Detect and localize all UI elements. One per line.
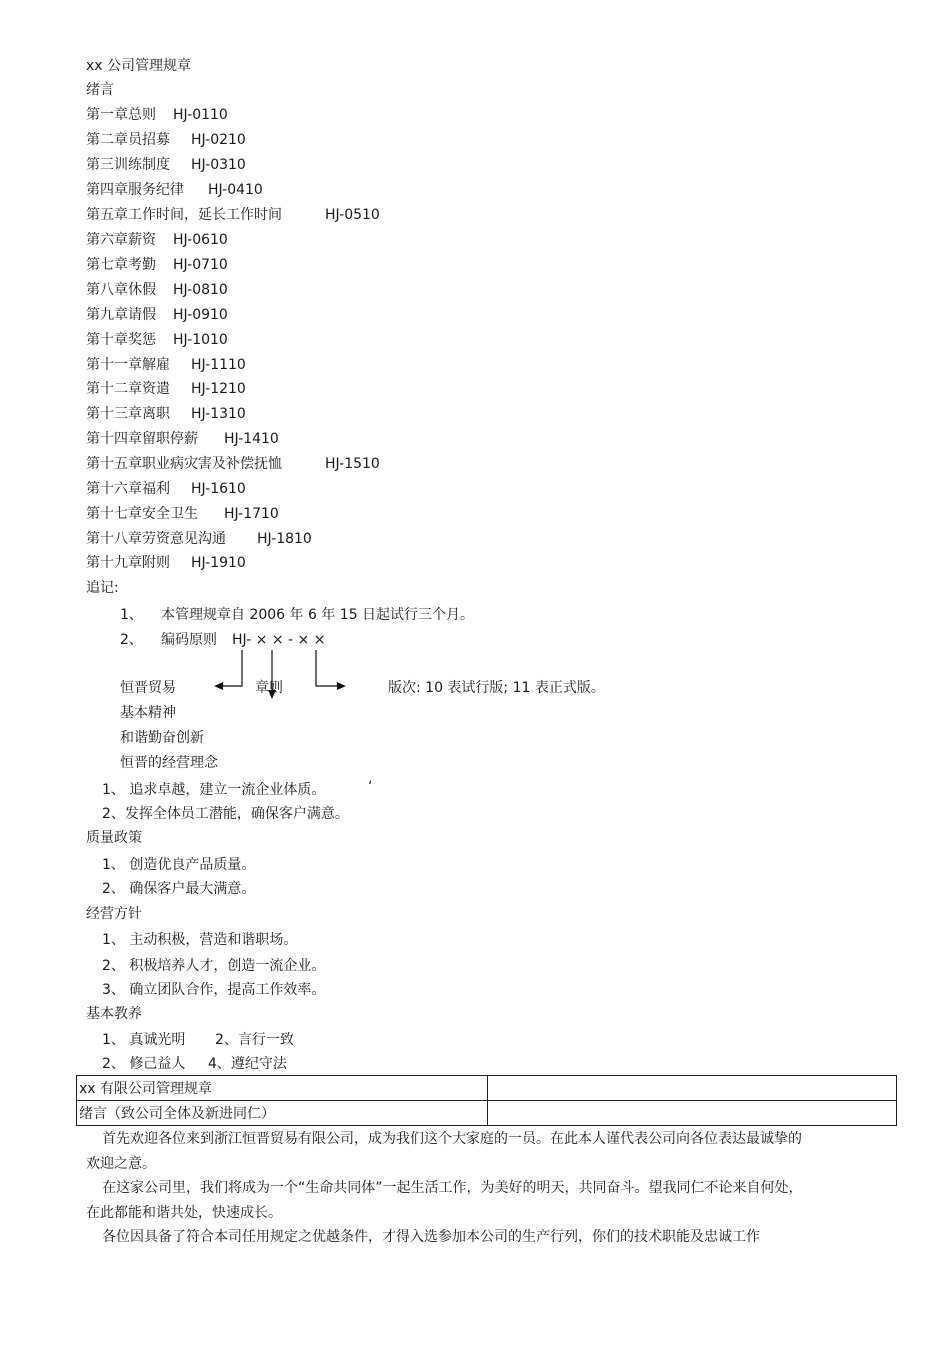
toc-chapter: 第十二章资遣 bbox=[86, 381, 170, 397]
toc-chapter: 第八章休假 bbox=[86, 282, 156, 298]
toc-code: HJ-1310 bbox=[191, 406, 246, 422]
toc-chapter: 第十八章劳资意见沟通 bbox=[86, 531, 226, 547]
toc-chapter: 第三训练制度 bbox=[86, 157, 170, 173]
arrow-to-version bbox=[316, 650, 338, 686]
legend-version: 版次: 10 表试行版; 11 表正式版。 bbox=[388, 680, 605, 696]
toc-code: HJ-1110 bbox=[191, 357, 246, 373]
toc-chapter: 第六章薪资 bbox=[86, 232, 156, 248]
toc-chapter: 第十五章职业病灾害及补偿抚恤 bbox=[86, 456, 282, 472]
toc-chapter: 第十四章留职停薪 bbox=[86, 431, 198, 447]
coding-rule-pattern: HJ- × × - × × bbox=[232, 632, 326, 648]
body-paragraph: 各位因具备了符合本司任用规定之优越条件，才得入选参加本公司的生产行列，你们的技术职能及忠诚工作 bbox=[102, 1229, 760, 1245]
body-paragraph: 首先欢迎各位来到浙江恒晋贸易有限公司，成为我们这个大家庭的一员。在此本人谨代表公司向各位表达最诚挚的欢迎之意。 bbox=[86, 1131, 802, 1172]
policy-heading: 经营方针 bbox=[86, 906, 142, 922]
philosophy-item: 1、 追求卓越，建立一流企业体质。 bbox=[102, 782, 326, 798]
spirit-heading: 基本精神 bbox=[120, 705, 176, 721]
manners-item: 4、遵纪守法 bbox=[208, 1056, 287, 1072]
stray-mark: ‘ bbox=[368, 779, 373, 795]
toc-code: HJ-1810 bbox=[257, 531, 312, 547]
toc-code: HJ-1910 bbox=[191, 555, 246, 571]
legend-chapter: 章则 bbox=[255, 680, 283, 696]
toc-code: HJ-1210 bbox=[191, 381, 246, 397]
header-table bbox=[76, 1075, 897, 1126]
toc-code: HJ-0510 bbox=[325, 207, 380, 223]
toc-code: HJ-0210 bbox=[191, 132, 246, 148]
toc-code: HJ-1510 bbox=[325, 456, 380, 472]
toc-code: HJ-1710 bbox=[224, 506, 279, 522]
toc-chapter: 第四章服务纪律 bbox=[86, 182, 184, 198]
toc-chapter: 第十七章安全卫生 bbox=[86, 506, 198, 522]
arrow-to-company bbox=[222, 650, 242, 686]
addendum-item-number: 2、 bbox=[120, 632, 143, 648]
table-cell-title: xx 有限公司管理规章 bbox=[77, 1076, 488, 1101]
spirit-text: 和谐勤奋创新 bbox=[120, 730, 204, 746]
table-cell-empty bbox=[488, 1076, 897, 1101]
toc-code: HJ-0710 bbox=[173, 257, 228, 273]
document-title: xx 公司管理规章 bbox=[86, 58, 192, 74]
toc-code: HJ-0310 bbox=[191, 157, 246, 173]
toc-chapter: 第二章员招募 bbox=[86, 132, 170, 148]
table-cell-preface: 绪言（致公司全体及新进同仁） bbox=[77, 1101, 488, 1126]
arrow-head-right bbox=[337, 682, 346, 690]
toc-chapter: 第十三章离职 bbox=[86, 406, 170, 422]
policy-item: 3、 确立团队合作，提高工作效率。 bbox=[102, 982, 326, 998]
manners-item: 2、言行一致 bbox=[215, 1032, 294, 1048]
toc-chapter: 第七章考勤 bbox=[86, 257, 156, 273]
toc-chapter: 第五章工作时间，延长工作时间 bbox=[86, 207, 282, 223]
toc-chapter: 第十九章附则 bbox=[86, 555, 170, 571]
table-row bbox=[77, 1101, 897, 1126]
arrow-head-left bbox=[214, 682, 223, 690]
addendum-item-number: 1、 bbox=[120, 607, 143, 623]
quality-item: 1、 创造优良产品质量。 bbox=[102, 857, 256, 873]
philosophy-item: 2、发挥全体员工潜能，确保客户满意。 bbox=[102, 806, 349, 822]
toc-code: HJ-0910 bbox=[173, 307, 228, 323]
philosophy-heading: 恒晋的经营理念 bbox=[120, 755, 218, 771]
manners-heading: 基本教养 bbox=[86, 1006, 142, 1022]
toc-code: HJ-1410 bbox=[224, 431, 279, 447]
toc-code: HJ-0810 bbox=[173, 282, 228, 298]
toc-chapter: 第十一章解雇 bbox=[86, 357, 170, 373]
legend-company: 恒晋贸易 bbox=[120, 680, 176, 696]
policy-item: 1、 主动积极，营造和谐职场。 bbox=[102, 932, 298, 948]
table-row bbox=[77, 1076, 897, 1101]
toc-code: HJ-1010 bbox=[173, 332, 228, 348]
toc-chapter: 第一章总则 bbox=[86, 107, 156, 123]
toc-chapter: 第十章奖惩 bbox=[86, 332, 156, 348]
quality-heading: 质量政策 bbox=[86, 830, 142, 846]
manners-item: 1、 真诚光明 bbox=[102, 1032, 186, 1048]
manners-item: 2、 修己益人 bbox=[102, 1056, 186, 1072]
policy-item: 2、 积极培养人才，创造一流企业。 bbox=[102, 958, 326, 974]
addendum-item-text: 本管理规章自 2006 年 6 年 15 日起试行三个月。 bbox=[161, 607, 475, 623]
coding-rule-label: 编码原则 bbox=[161, 632, 217, 648]
toc-code: HJ-0410 bbox=[208, 182, 263, 198]
toc-chapter: 第十六章福利 bbox=[86, 481, 170, 497]
body-paragraph: 在这家公司里，我们将成为一个“生命共同体”一起生活工作，为美好的明天，共同奋斗。望我同仁不论来自何处，在此都能和谐共处，快速成长。 bbox=[86, 1180, 803, 1221]
preface-heading: 绪言 bbox=[86, 82, 114, 98]
toc-code: HJ-0610 bbox=[173, 232, 228, 248]
quality-item: 2、 确保客户最大满意。 bbox=[102, 881, 256, 897]
table-cell-empty bbox=[488, 1101, 897, 1126]
toc-code: HJ-0110 bbox=[173, 107, 228, 123]
toc-code: HJ-1610 bbox=[191, 481, 246, 497]
addendum-heading: 追记: bbox=[86, 580, 119, 596]
toc-chapter: 第九章请假 bbox=[86, 307, 156, 323]
